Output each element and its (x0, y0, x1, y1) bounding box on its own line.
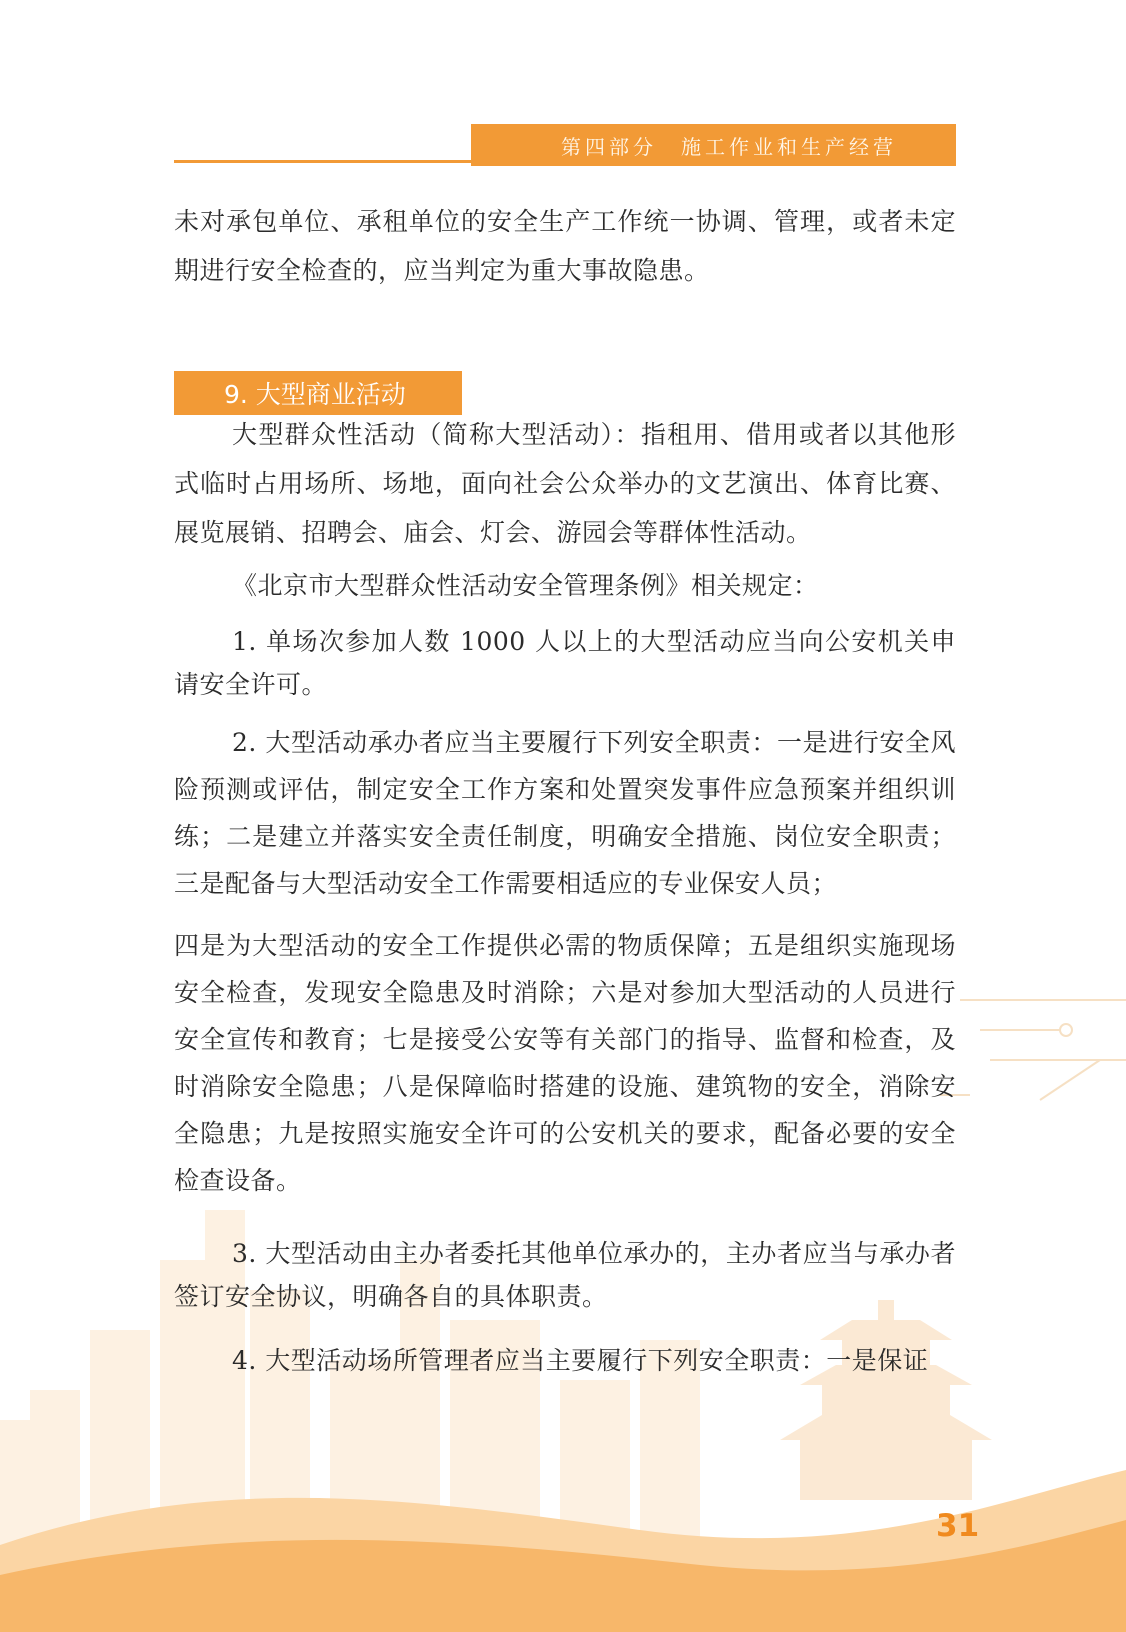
section-title: 9. 大型商业活动 (224, 380, 406, 409)
item-2-part-2: 四是为大型活动的安全工作提供必需的物质保障；五是组织实施现场安全检查，发现安全隐患及时消除；六是对参加大型活动的人员进行安全宣传和教育；七是接受公安等有关部门的指导、监督和检查，及时消除安全隐患；八是保障临时搭建的设施、建筑物的安全，消除安全隐患；九是按照实施安全许可的公安机关的要求，配备必要的安全检查设备。 (174, 931, 956, 1195)
chapter-header (471, 124, 956, 166)
regulation-intro: 《北京市大型群众性活动安全管理条例》相关规定： (232, 571, 819, 600)
chapter-title: 第四部分 施工作业和生产经营 (561, 134, 897, 159)
section-heading (174, 371, 462, 415)
regulation-intro-block (174, 561, 956, 610)
item-2-part-1: 2. 大型活动承办者应当主要履行下列安全职责：一是进行安全风险预测或评估，制定安全工作方案和处置突发事件应急预案并组织训练；二是建立并落实安全责任制度，明确安全措施、岗位安全职责；三是配备与大型活动安全工作需要相适应的专业保安人员； (174, 728, 956, 898)
temple-decoration (780, 1300, 992, 1500)
item-4: 4. 大型活动场所管理者应当主要履行下列安全职责：一是保证 (232, 1346, 929, 1375)
item-1-block (174, 620, 956, 706)
item-3-block (174, 1232, 956, 1318)
item-4-block (174, 1336, 956, 1385)
section-definition-block (174, 410, 956, 557)
item-3: 3. 大型活动由主办者委托其他单位承办的，主办者应当与承办者签订安全协议，明确各自的具体职责。 (174, 1239, 956, 1311)
item-1: 1. 单场次参加人数 1000 人以上的大型活动应当向公安机关申请安全许可。 (174, 627, 956, 699)
item-2a-block (174, 719, 956, 907)
definition-paragraph: 大型群众性活动（简称大型活动）：指租用、借用或者以其他形式临时占用场所、场地，面向社会公众举办的文艺演出、体育比赛、展览展销、招聘会、庙会、灯会、游园会等群体性活动。 (174, 420, 956, 547)
item-2b-block (174, 922, 956, 1204)
intro-paragraph: 未对承包单位、承租单位的安全生产工作统一协调、管理，或者未定期进行安全检查的，应当判定为重大事故隐患。 (174, 207, 956, 285)
page-number: 31 (936, 1508, 980, 1544)
intro-block (174, 197, 956, 295)
circuit-lines-decoration (940, 1000, 1126, 1100)
